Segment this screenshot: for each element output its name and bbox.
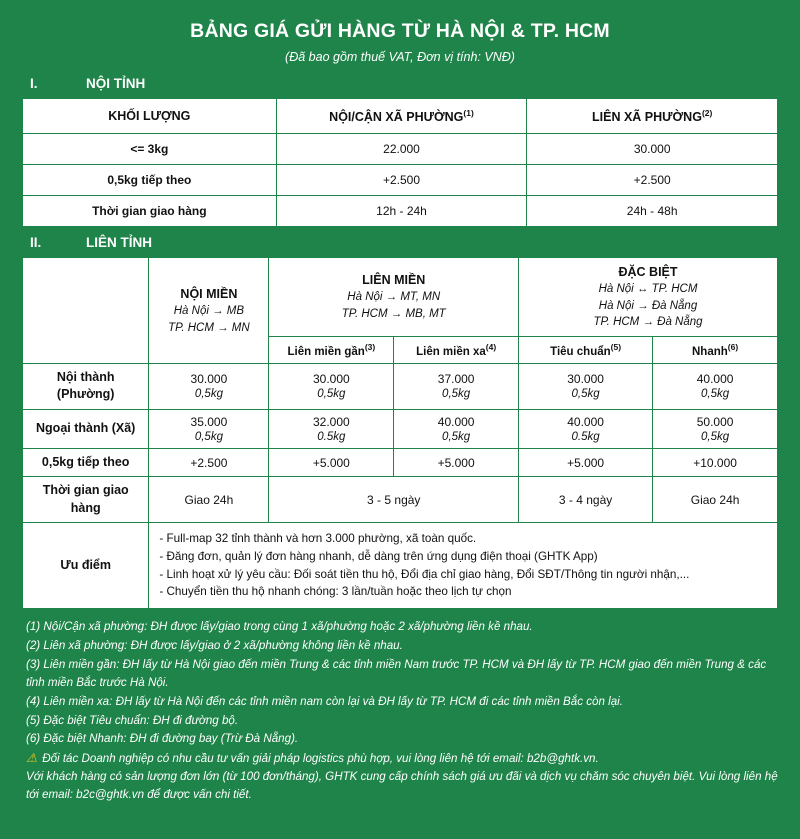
group-line-2: Hà Nội → Đà Nẵng bbox=[598, 299, 698, 312]
page-title: BẢNG GIÁ GỬI HÀNG TỪ HÀ NỘI & TP. HCM bbox=[190, 20, 610, 42]
group-line-1: Hà Nội → MT, MN bbox=[347, 291, 441, 304]
table-row bbox=[23, 363, 778, 409]
col-header-text: KHỐI LƯỢNG bbox=[108, 109, 191, 123]
footnote-ref: (6) bbox=[727, 342, 739, 353]
cell-price bbox=[519, 409, 653, 448]
warning-icon: ⚠ bbox=[26, 751, 38, 766]
row-label-line-1: Nội thành bbox=[56, 369, 115, 384]
col-header-khoi-luong bbox=[23, 99, 277, 134]
row-label: Thời gian giao hàng bbox=[23, 196, 277, 227]
table-noi-tinh bbox=[22, 98, 778, 227]
row-label-tiep-theo: 0,5kg tiếp theo bbox=[23, 448, 149, 477]
col-header-text: NỘI/CẬN XÃ PHƯỜNG bbox=[329, 110, 464, 125]
warning-text: Đối tác Doanh nghiệp có nhu cầu tư vấn giải pháp logistics phù hợp, vui lòng liên hệ tới email: b2b@ghtk.vn. bbox=[42, 752, 599, 766]
row-label: <= 3kg bbox=[23, 134, 277, 165]
footnote-ref: (1) bbox=[463, 107, 474, 118]
section-label-2: LIÊN TỈNH bbox=[86, 235, 152, 250]
group-header-dac-biet bbox=[519, 258, 778, 337]
sub-header-nhanh bbox=[653, 337, 778, 364]
cell-value: 3 - 5 ngày bbox=[269, 477, 519, 523]
cell-unit: 0,5kg bbox=[194, 388, 223, 401]
section-number-2: II. bbox=[30, 235, 42, 250]
footnote-ref: (4) bbox=[485, 342, 497, 353]
footnote-ref: (3) bbox=[364, 342, 376, 353]
cell-amount: 37.000 bbox=[437, 372, 475, 387]
footnote-6: (6) Đặc biệt Nhanh: ĐH đi đường bay (Trừ Đà Nẵng). bbox=[26, 732, 299, 746]
col-header-lien-xa-phuong bbox=[527, 99, 778, 134]
sub-header-lien-mien-xa bbox=[394, 337, 519, 364]
cell-unit: 0,5kg bbox=[442, 430, 471, 443]
group-line-3: TP. HCM → Đà Nẵng bbox=[593, 316, 703, 329]
cell-unit: 0.5kg bbox=[317, 430, 346, 443]
sub-header-tieu-chuan bbox=[519, 337, 653, 364]
cell-amount: 30.000 bbox=[312, 372, 350, 387]
cell-price bbox=[653, 409, 778, 448]
group-line-2: TP. HCM → MN bbox=[168, 321, 250, 334]
cell-value: +5.000 bbox=[394, 448, 519, 477]
cell-unit: 0,5kg bbox=[701, 430, 730, 443]
cell-amount: 40.000 bbox=[567, 414, 604, 429]
cell-value: +10.000 bbox=[653, 448, 778, 477]
row-label-line-2: (Phường) bbox=[56, 387, 115, 402]
group-line-1: Hà Nội ↔ TP. HCM bbox=[598, 283, 698, 296]
row-label-thoi-gian bbox=[23, 477, 149, 523]
row-label-noi-thanh bbox=[23, 363, 149, 409]
benefit-item: - Chuyển tiền thu hộ nhanh chóng: 3 lần/tuần hoặc theo lịch tự chọn bbox=[159, 585, 512, 599]
table-row bbox=[23, 134, 778, 165]
cell-value: Giao 24h bbox=[149, 477, 269, 523]
page-subtitle: (Đã bao gồm thuế VAT, Đơn vị tính: VNĐ) bbox=[285, 50, 515, 64]
footnotes-block bbox=[22, 618, 778, 805]
cell-value: +2.500 bbox=[276, 165, 527, 196]
cell-value: 12h - 24h bbox=[276, 196, 527, 227]
group-title: ĐẶC BIỆT bbox=[618, 265, 678, 279]
row-label-line-1: Thời gian giao bbox=[42, 483, 129, 498]
group-header-lien-mien bbox=[269, 258, 519, 337]
cell-amount: 30.000 bbox=[567, 372, 604, 387]
cell-unit: 0,5kg bbox=[442, 388, 471, 401]
table-row bbox=[23, 196, 778, 227]
cell-price bbox=[519, 363, 653, 409]
footnote-4: (4) Liên miền xa: ĐH lấy từ Hà Nội đến các tỉnh miền nam còn lại và ĐH lấy từ TP. HCM đi các tỉnh miền Bắc còn lại. bbox=[26, 694, 623, 708]
benefit-item: - Linh hoạt xử lý yêu cầu: Đối soát tiền thu hộ, Đổi địa chỉ giao hàng, Đổi SĐT/Thông tin người nhận,... bbox=[159, 567, 690, 581]
cell-value: +2.500 bbox=[149, 448, 269, 477]
cell-value: +5.000 bbox=[519, 448, 653, 477]
cell-unit: 0,5kg bbox=[317, 388, 346, 401]
section-heading-noi-tinh bbox=[30, 76, 778, 91]
row-label: 0,5kg tiếp theo bbox=[23, 165, 277, 196]
row-label-line-2: hàng bbox=[70, 500, 101, 515]
group-title: NỘI MIỀN bbox=[180, 286, 238, 301]
table-row bbox=[23, 165, 778, 196]
cell-amount: 40.000 bbox=[696, 372, 734, 387]
sub-header-text: Liên miền xa bbox=[416, 345, 486, 358]
cell-amount: 40.000 bbox=[437, 414, 475, 429]
cell-unit: 0,5kg bbox=[701, 388, 730, 401]
cell-amount: 35.000 bbox=[190, 414, 228, 429]
footnote-1: (1) Nội/Cận xã phường: ĐH được lấy/giao trong cùng 1 xã/phường hoặc 2 xã/phường liền kề nhau. bbox=[26, 619, 533, 633]
corner-cell bbox=[23, 258, 149, 364]
cell-value: 24h - 48h bbox=[527, 196, 778, 227]
cell-price bbox=[394, 409, 519, 448]
benefits-list bbox=[149, 523, 778, 608]
cell-unit: 0,5kg bbox=[194, 430, 223, 443]
row-label-uu-diem: Ưu điểm bbox=[23, 523, 149, 608]
cell-value: 3 - 4 ngày bbox=[519, 477, 653, 523]
section-heading-lien-tinh bbox=[30, 235, 778, 250]
col-header-text: LIÊN XÃ PHƯỜNG bbox=[592, 110, 702, 125]
cell-value: Giao 24h bbox=[653, 477, 778, 523]
cell-price bbox=[269, 363, 394, 409]
sub-header-text: Liên miền gần bbox=[287, 345, 365, 358]
col-header-noi-can-xa-phuong bbox=[276, 99, 527, 134]
group-line-1: Hà Nội → MB bbox=[173, 304, 245, 317]
cell-value: 30.000 bbox=[527, 134, 778, 165]
table-row-benefits bbox=[23, 523, 778, 608]
cell-price bbox=[269, 409, 394, 448]
benefit-item: - Đăng đơn, quản lý đơn hàng nhanh, dễ dàng trên ứng dụng điện thoại (GHTK App) bbox=[159, 550, 598, 564]
benefit-item: - Full-map 32 tỉnh thành và hơn 3.000 phường, xã toàn quốc. bbox=[159, 532, 477, 546]
cell-value: 22.000 bbox=[276, 134, 527, 165]
footnote-ref: (2) bbox=[701, 107, 713, 118]
cell-price bbox=[149, 409, 269, 448]
table-row bbox=[23, 448, 778, 477]
footnote-5: (5) Đặc biệt Tiêu chuẩn: ĐH đi đường bộ. bbox=[26, 713, 239, 727]
table-row bbox=[23, 409, 778, 448]
sub-header-text: Nhanh bbox=[692, 345, 728, 358]
closing-note: Với khách hàng có sản lượng đơn lớn (từ 100 đơn/tháng), GHTK cung cấp chính sách giá ưu đãi và dịch vụ chăm sóc chuyên biệt. Vui lòng liên hệ tới email: b2c@ghtk.vn để được vấn chi tiết. bbox=[26, 770, 778, 802]
cell-value: +5.000 bbox=[269, 448, 394, 477]
cell-unit: 0,5kg bbox=[571, 388, 600, 401]
table-lien-tinh bbox=[22, 257, 778, 609]
footnote-3: (3) Liên miền gần: ĐH lấy từ Hà Nội giao đến miền Trung & các tỉnh miền Nam trước TP. HCM và ĐH lấy từ TP. HCM giao đến miền Trung & các tỉnh miền Bắc trước Hà Nội. bbox=[26, 657, 767, 689]
table-header-row bbox=[23, 99, 778, 134]
group-title: LIÊN MIỀN bbox=[362, 273, 426, 288]
footnote-2: (2) Liên xã phường: ĐH được lấy/giao ở 2 xã/phường không liền kề nhau. bbox=[26, 638, 403, 652]
section-number-1: I. bbox=[30, 76, 38, 91]
table-row bbox=[23, 477, 778, 523]
sub-header-text: Tiêu chuẩn bbox=[550, 345, 611, 358]
table-header-row-groups bbox=[23, 258, 778, 337]
cell-unit: 0.5kg bbox=[571, 430, 600, 443]
cell-amount: 50.000 bbox=[696, 414, 734, 429]
sub-header-lien-mien-gan bbox=[269, 337, 394, 364]
warning-note bbox=[26, 750, 778, 768]
cell-price bbox=[653, 363, 778, 409]
group-line-2: TP. HCM → MB, MT bbox=[341, 308, 446, 321]
cell-value: +2.500 bbox=[527, 165, 778, 196]
cell-price bbox=[394, 363, 519, 409]
cell-amount: 30.000 bbox=[190, 372, 228, 387]
footnote-ref: (5) bbox=[610, 342, 622, 353]
cell-amount: 32.000 bbox=[312, 414, 350, 429]
row-label-ngoai-thanh: Ngoại thành (Xã) bbox=[23, 409, 149, 448]
group-header-noi-mien bbox=[149, 258, 269, 364]
cell-price bbox=[149, 363, 269, 409]
section-label-1: NỘI TỈNH bbox=[86, 76, 146, 91]
